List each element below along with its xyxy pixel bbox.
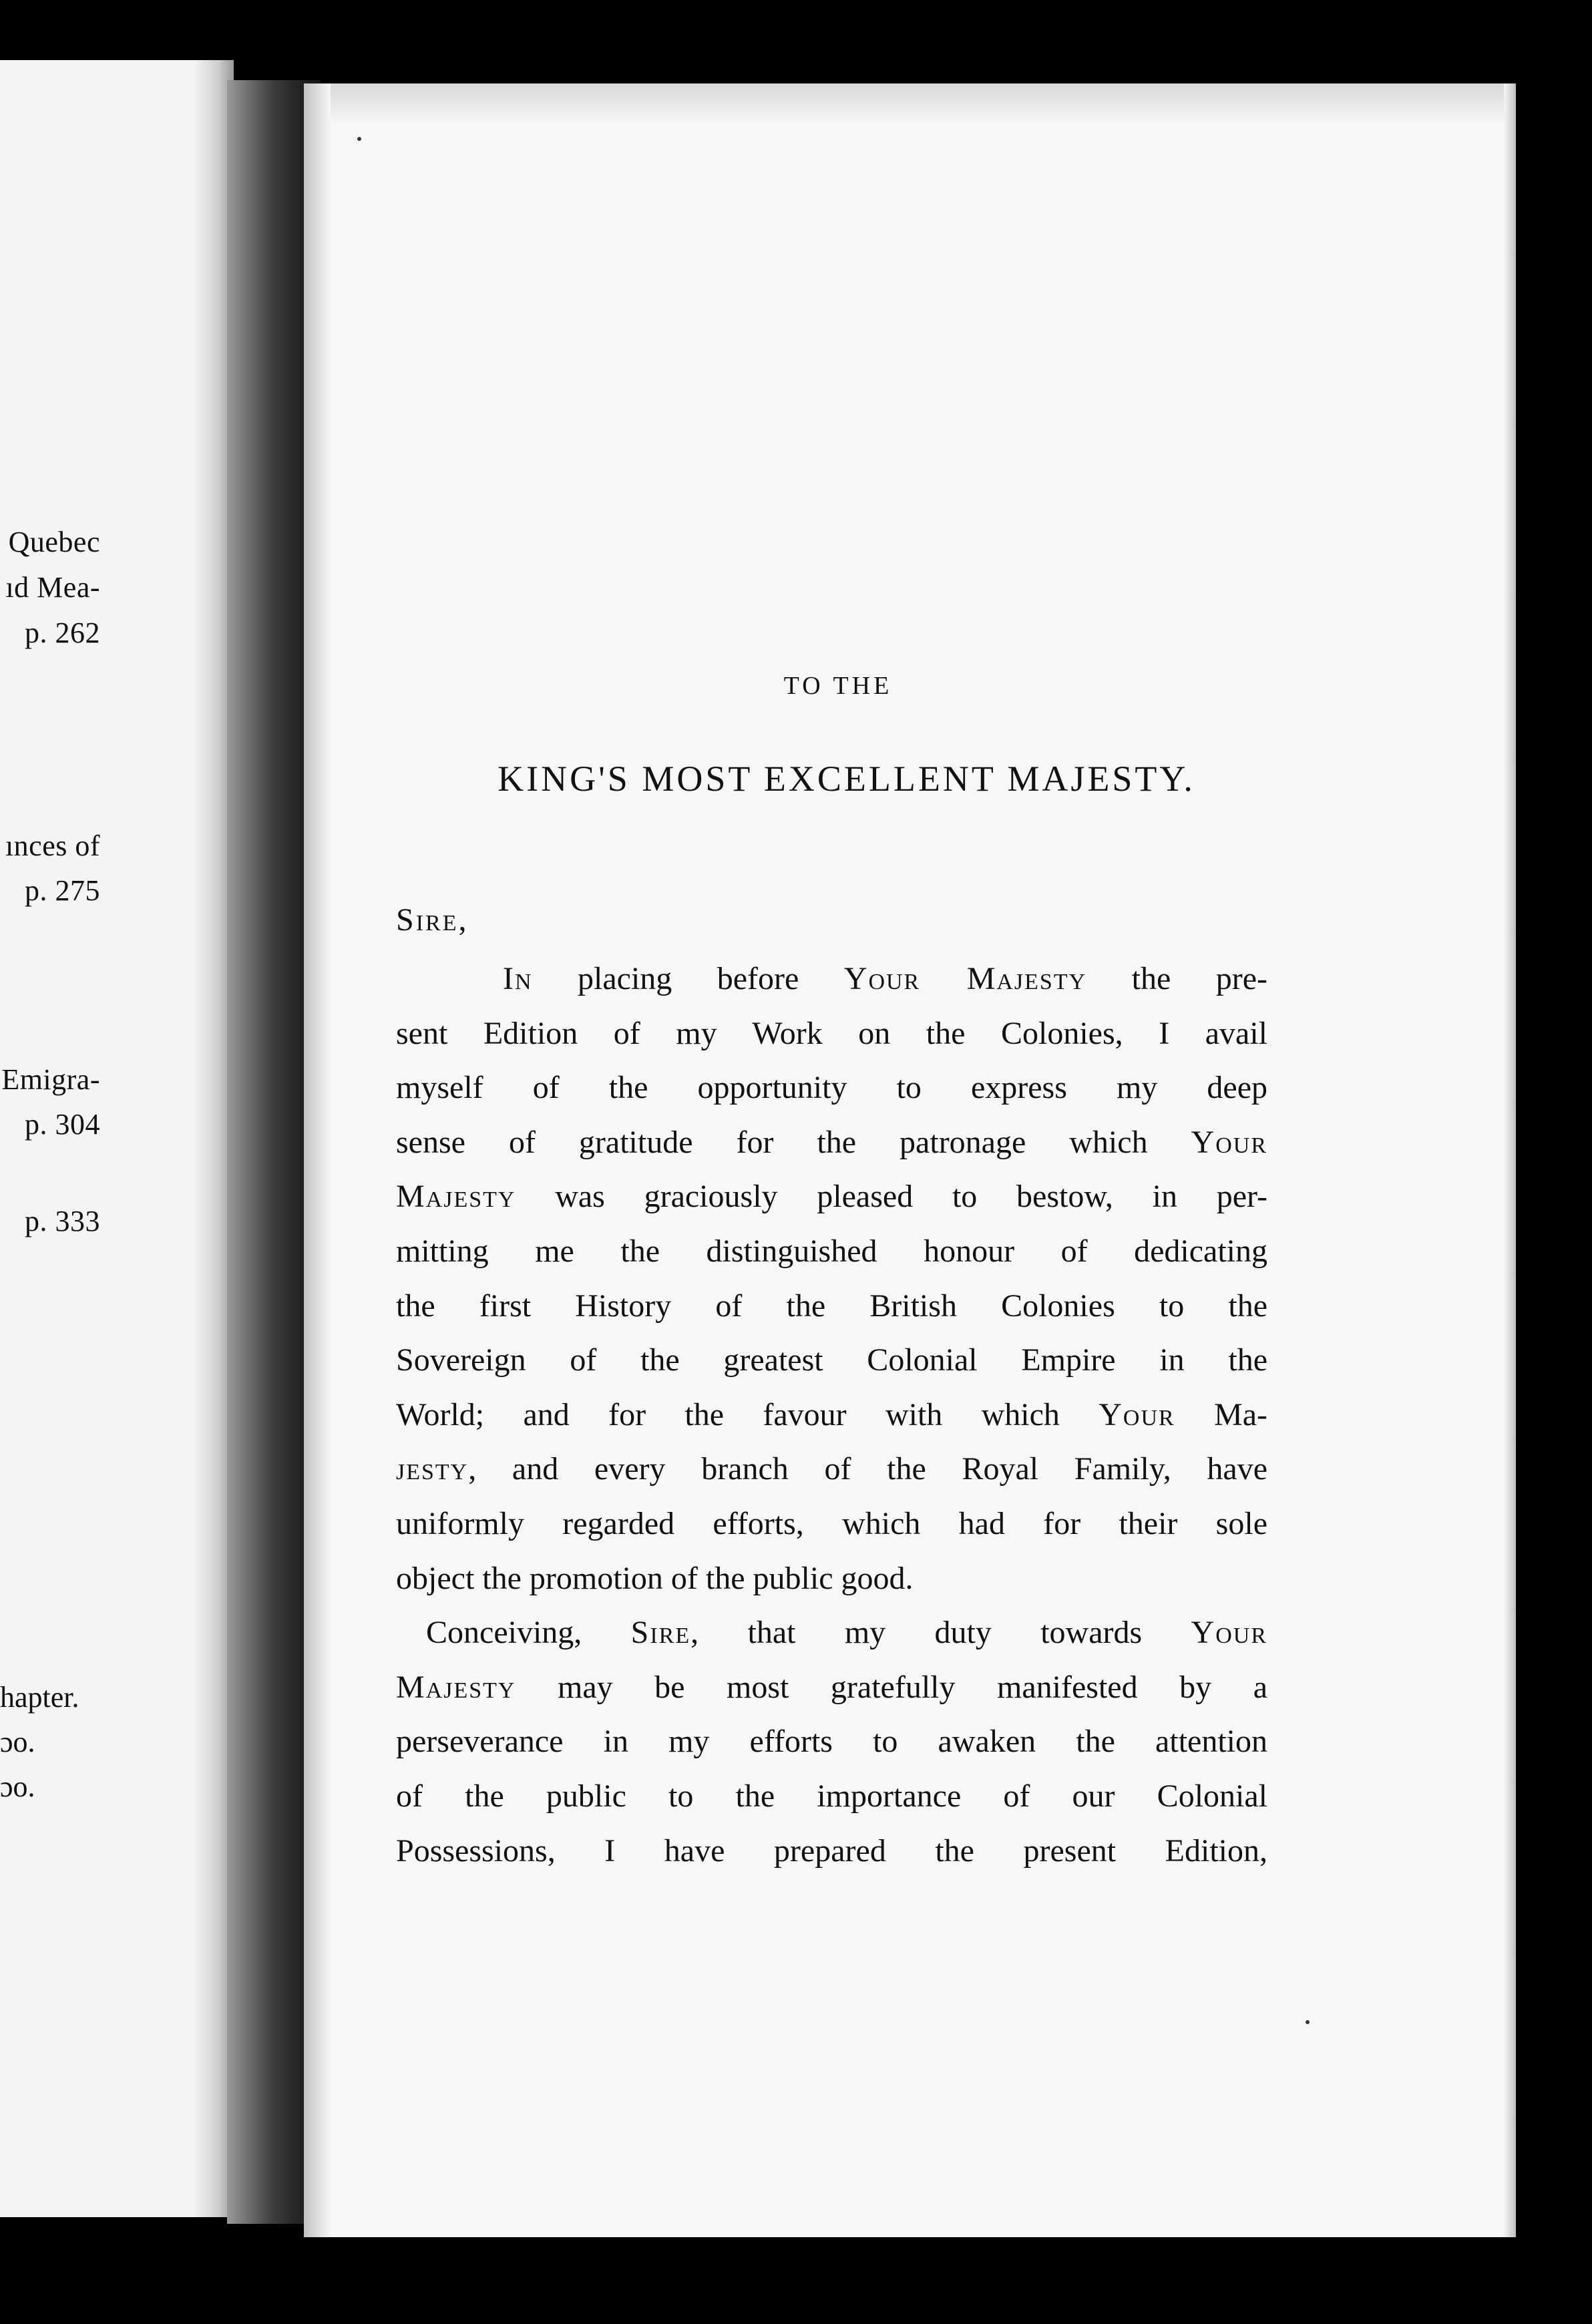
dedication-title: KING'S MOST EXCELLENT MAJESTY. bbox=[498, 759, 1195, 799]
scan-speck bbox=[357, 137, 361, 141]
text-line: the first History of the British Colonies to the bbox=[396, 1288, 1267, 1324]
left-fragment-line: Quebec bbox=[8, 526, 100, 558]
text-line: Majesty may be most gratefully manifested by a bbox=[396, 1669, 1267, 1705]
left-fragment-line: p. 275 bbox=[25, 874, 100, 907]
text-line: object the promotion of the public good. bbox=[396, 1560, 914, 1596]
left-fragment-line: Emigra- bbox=[1, 1063, 100, 1096]
text-line: Sovereign of the greatest Colonial Empire in the bbox=[396, 1342, 1267, 1378]
text-line: uniformly regarded efforts, which had for their sole bbox=[396, 1505, 1267, 1541]
text-line: In placing before Your Majesty the pre- bbox=[503, 961, 1267, 996]
text-line: sense of gratitude for the patronage which Your bbox=[396, 1124, 1267, 1160]
text-line: myself of the opportunity to express my deep bbox=[396, 1070, 1267, 1106]
dedication-page bbox=[304, 83, 1516, 2237]
text-line: Majesty was graciously pleased to bestow, in per- bbox=[396, 1179, 1267, 1215]
text-line: World; and for the favour with which Your Ma- bbox=[396, 1396, 1267, 1432]
left-fragment-line: p. 262 bbox=[25, 616, 100, 649]
text-line: Conceiving, Sire, that my duty towards Your bbox=[426, 1615, 1267, 1651]
left-fragment-line: ınces of bbox=[5, 829, 100, 862]
text-line: sent Edition of my Work on the Colonies, I avail bbox=[396, 1015, 1267, 1051]
left-fragment-line: p. 304 bbox=[25, 1108, 100, 1141]
page-top-shadow bbox=[304, 83, 1516, 124]
text-line: mitting me the distinguished honour of dedicating bbox=[396, 1233, 1267, 1269]
left-fragment-line: hapter. bbox=[0, 1681, 79, 1714]
scan-speck bbox=[1306, 2020, 1310, 2024]
text-line: jesty, and every branch of the Royal Family, have bbox=[396, 1451, 1267, 1487]
text-line: perseverance in my efforts to awaken the attention bbox=[396, 1724, 1267, 1760]
dedication-body bbox=[396, 952, 1267, 1878]
left-page-fragment bbox=[0, 60, 234, 2217]
left-fragment-line: ɔo. bbox=[0, 1726, 35, 1758]
text-line: Possessions, I have prepared the present Edition, bbox=[396, 1832, 1267, 1869]
dedication-preheading: TO THE bbox=[783, 672, 893, 700]
page-right-edge bbox=[1504, 83, 1516, 2237]
page-left-shadow bbox=[304, 83, 331, 2237]
text-line: of the public to the importance of our Colonial bbox=[396, 1778, 1267, 1814]
left-fragment-line: ɔo. bbox=[0, 1770, 35, 1803]
salutation: Sire, bbox=[396, 902, 469, 938]
left-fragment-line: ıd Mea- bbox=[5, 571, 100, 604]
left-fragment-line: p. 333 bbox=[25, 1205, 100, 1237]
